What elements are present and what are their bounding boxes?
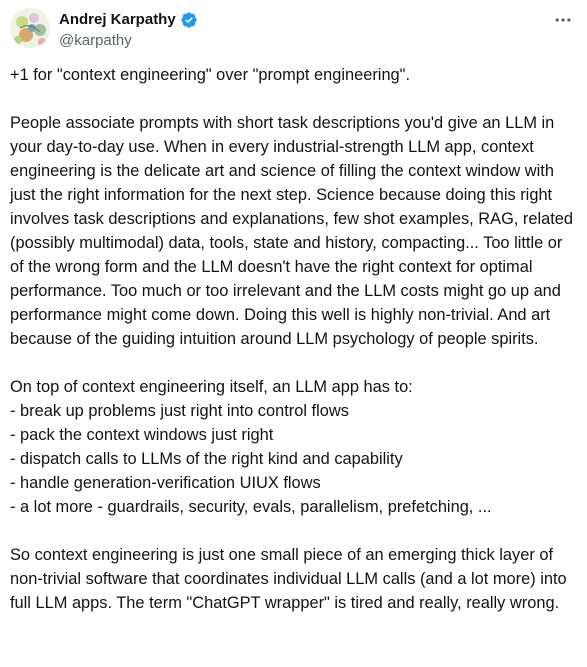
author-name-row bbox=[59, 10, 198, 30]
author-handle[interactable]: @karpathy bbox=[59, 32, 132, 49]
tweet-paragraph-4: So context engineering is just one small piece of an emerging thick layer of non-trivial software that coordinates individual LLM calls (and a lot more) into full LLM apps. The term "ChatGPT wrapper" is tired and really, really wrong. bbox=[10, 546, 572, 612]
more-horizontal-icon bbox=[553, 10, 573, 30]
tweet-line-1: +1 for "context engineering" over "prompt engineering". bbox=[10, 66, 411, 84]
author-block bbox=[59, 10, 198, 51]
list-item: - break up problems just right into control flows bbox=[10, 402, 349, 420]
list-item: - handle generation-verification UIUX flows bbox=[10, 474, 321, 492]
avatar[interactable] bbox=[10, 8, 50, 48]
tweet-header bbox=[10, 6, 577, 54]
list-item: - a lot more - guardrails, security, evals, parallelism, prefetching, ... bbox=[10, 498, 492, 516]
list-item: - dispatch calls to LLMs of the right kind and capability bbox=[10, 450, 403, 468]
verified-badge-icon bbox=[180, 11, 198, 29]
avatar-illustration-icon bbox=[10, 8, 50, 48]
tweet-paragraph-3-intro: On top of context engineering itself, an LLM app has to: bbox=[10, 378, 413, 396]
tweet-paragraph-2: People associate prompts with short task descriptions you'd give an LLM in your day-to-day use. When in every industrial-strength LLM app, context engineering is the delicate art and science of filling the context window with just the right information for the next step. Science because doing this right involves task descriptions and explanations, few shot examples, RAG, related (possibly multimodal) data, tools, state and history, compacting... Too little or of the wrong form and the LLM doesn't have the right context for optimal performance. Too much or too irrelevant and the LLM costs might go up and performance might come down. Doing this well is highly non-trivial. And art because of the guiding intuition around LLM psychology of people spirits. bbox=[10, 114, 578, 348]
author-display-name[interactable]: Andrej Karpathy bbox=[59, 11, 176, 28]
list-item: - pack the context windows just right bbox=[10, 426, 274, 444]
more-options-button[interactable] bbox=[549, 10, 577, 30]
tweet-text bbox=[10, 63, 576, 615]
